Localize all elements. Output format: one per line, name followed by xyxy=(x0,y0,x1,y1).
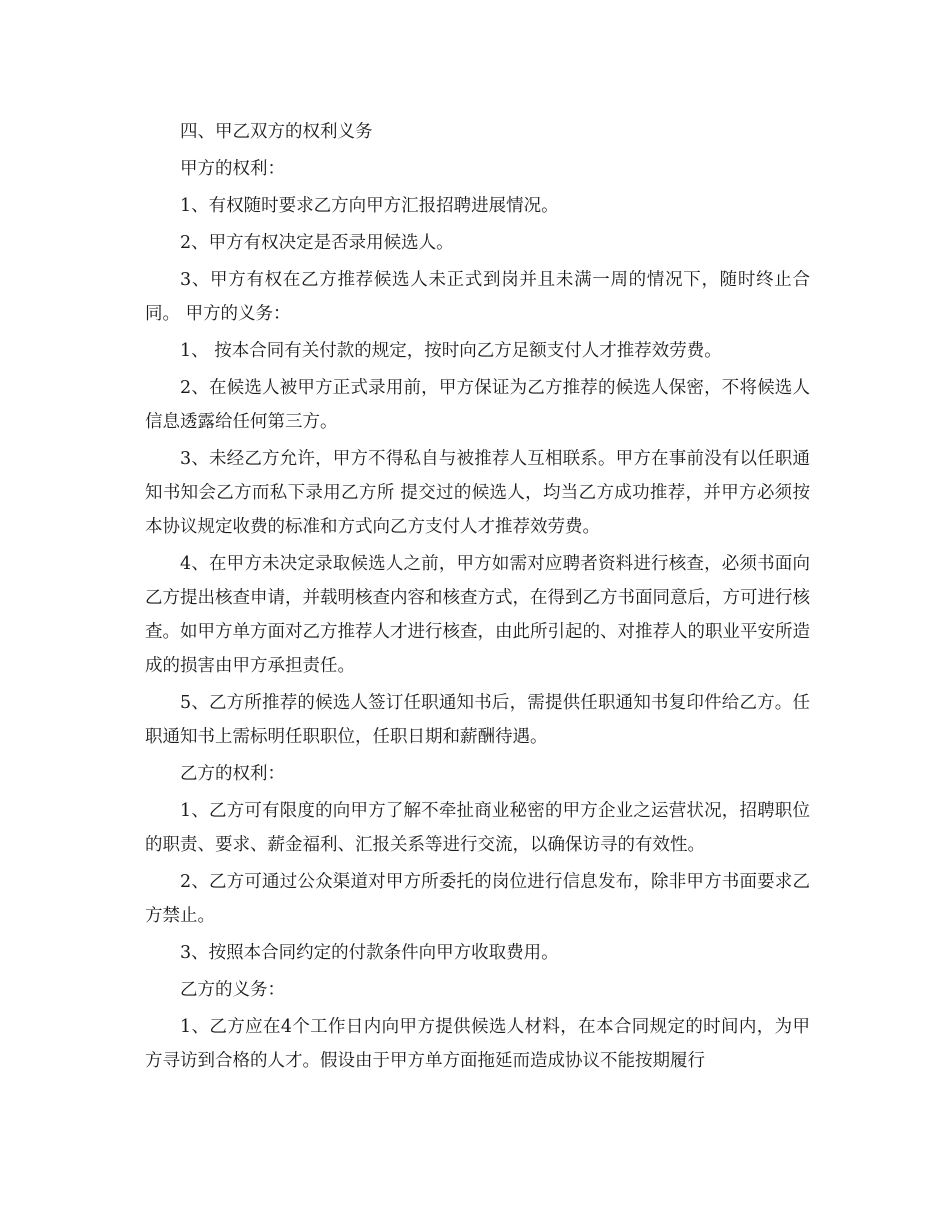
party-a-right-1: 1、有权随时要求乙方向甲方汇报招聘进展情况。 xyxy=(180,196,559,216)
party-b-obligations-heading: 乙方的义务： xyxy=(180,980,285,1000)
section-heading-rights-obligations: 四、甲乙双方的权利义务 xyxy=(180,122,373,142)
party-a-right-2: 2、甲方有权决定是否录用候选人。 xyxy=(180,233,454,253)
party-a-obligation-3: 3、未经乙方允许，甲方不得私自与被推荐人互相联系。甲方在事前没有以任职通知书知会乙方而私下录用乙方所 提交过的候选人，均当乙方成功推荐，并甲方必须按本协议规定收费的标准和方式向乙方支付人才推荐效劳费。 xyxy=(145,449,810,537)
party-a-obligation-1: 1、 按本合同有关付款的规定，按时向乙方足额支付人才推荐效劳费。 xyxy=(180,341,722,361)
party-b-right-2: 2、乙方可通过公众渠道对甲方所委托的岗位进行信息发布，除非甲方书面要求乙方禁止。 xyxy=(145,872,810,926)
party-a-rights-heading: 甲方的权利： xyxy=(180,159,285,179)
party-a-obligation-5: 5、乙方所推荐的候选人签订任职通知书后，需提供任职通知书复印件给乙方。任职通知书上需标明任职职位，任职日期和薪酬待遇。 xyxy=(145,693,810,747)
party-b-right-1: 1、乙方可有限度的向甲方了解不牵扯商业秘密的甲方企业之运营状况，招聘职位的职责、要求、薪金福利、汇报关系等进行交流，以确保访寻的有效性。 xyxy=(145,801,810,855)
party-b-right-3: 3、按照本合同约定的付款条件向甲方收取费用。 xyxy=(180,943,559,963)
party-a-obligation-4: 4、在甲方未决定录取候选人之前，甲方如需对应聘者资料进行核查，必须书面向乙方提出核查申请，并载明核查内容和核查方式，在得到乙方书面同意后，方可进行核查。如甲方单方面对乙方推荐人才进行核查，由此所引起的、对推荐人的职业平安所造成的损害由甲方承担责任。 xyxy=(145,554,810,676)
party-a-obligation-2: 2、在候选人被甲方正式录用前，甲方保证为乙方推荐的候选人保密，不将候选人信息透露给任何第三方。 xyxy=(145,378,810,432)
document-body xyxy=(145,115,810,1081)
party-b-rights-heading: 乙方的权利： xyxy=(180,764,285,784)
party-b-obligation-1: 1、乙方应在4个工作日内向甲方提供候选人材料，在本合同规定的时间内，为甲方寻访到合格的人才。假设由于甲方单方面拖延而造成协议不能按期履行 xyxy=(145,1017,810,1071)
party-a-right-3: 3、甲方有权在乙方推荐候选人未正式到岗并且未满一周的情况下，随时终止合同。 甲方的义务： xyxy=(145,270,810,324)
